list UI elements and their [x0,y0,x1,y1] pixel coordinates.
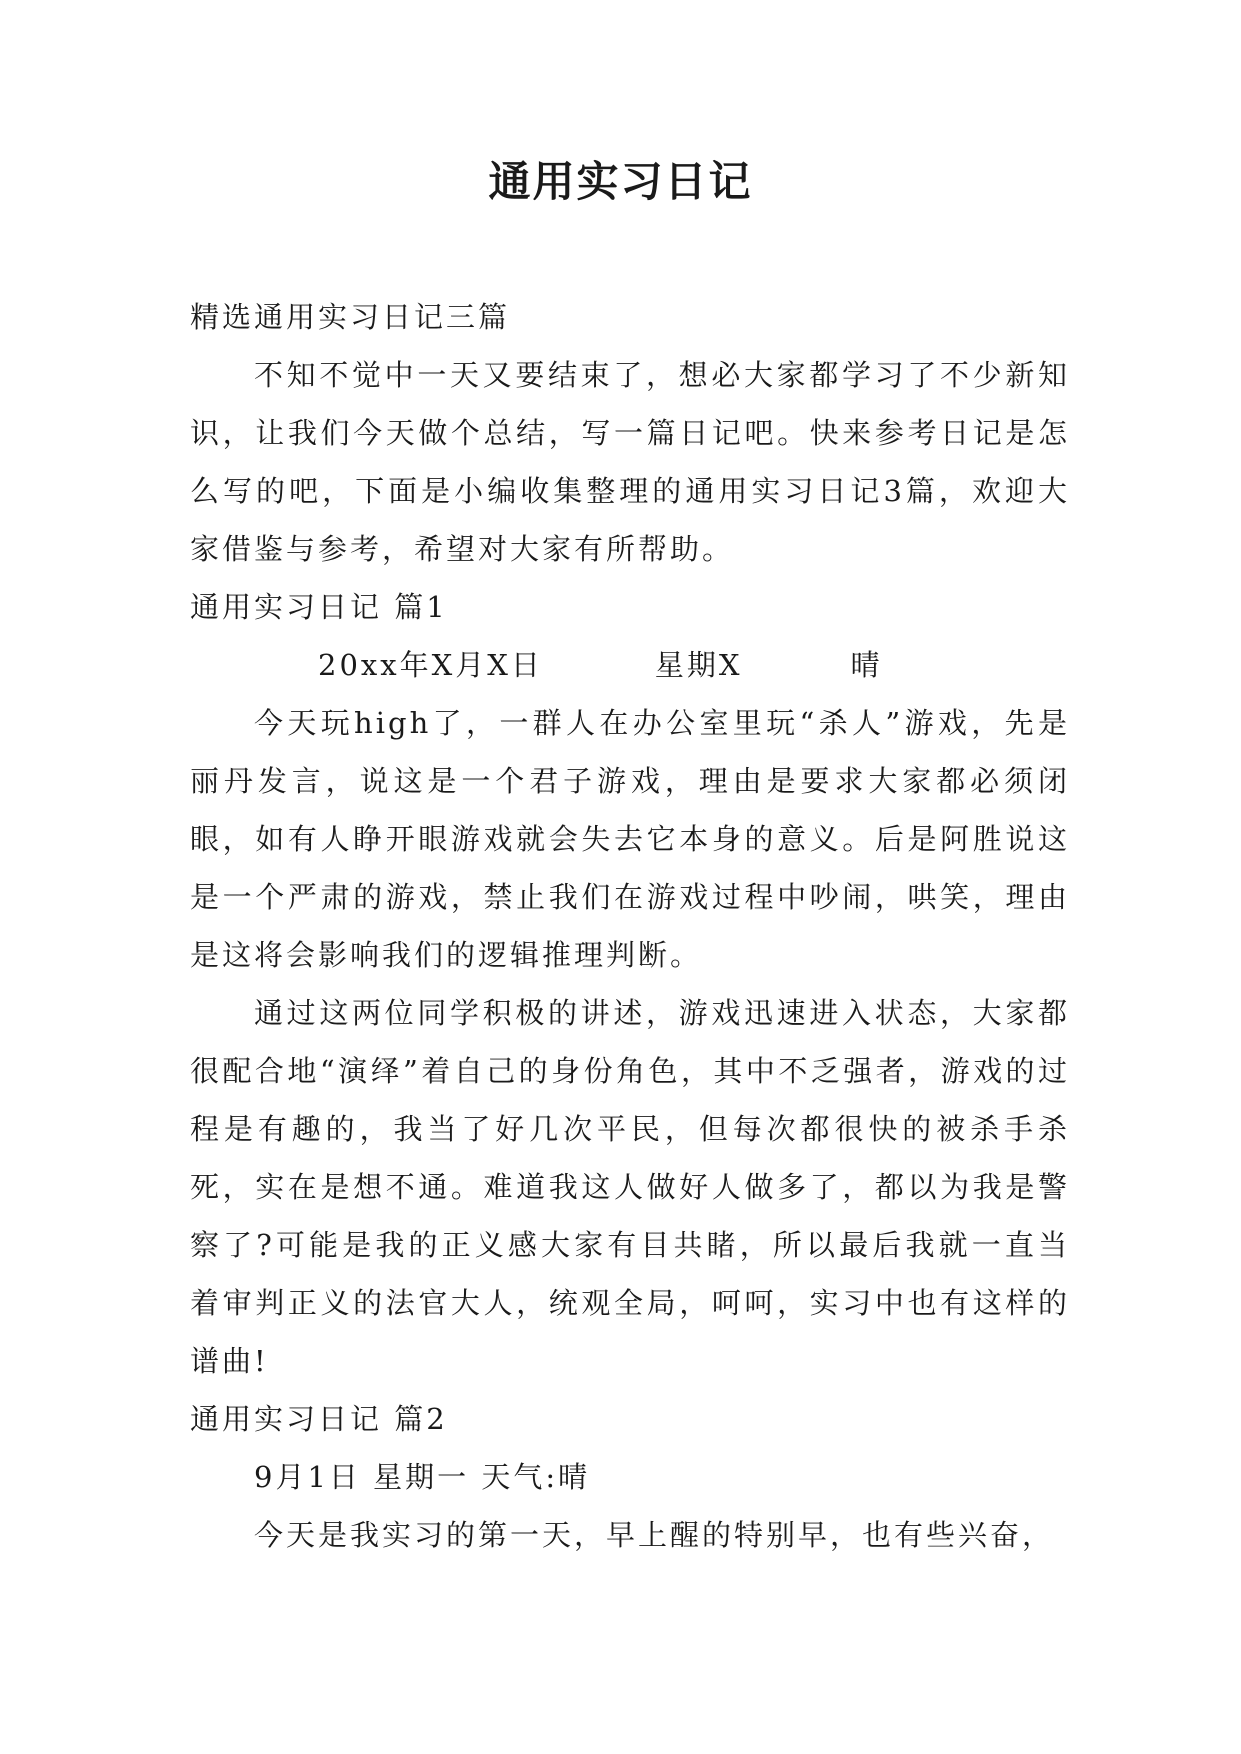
entry-heading: 通用实习日记 篇1 [190,590,448,624]
entry-date-line: 9月1日 星期一 天气:晴 [254,1460,591,1494]
entry-paragraph: 通过这两位同学积极的讲述，游戏迅速进入状态，大家都很配合地“演绎”着自己的身份角色，其中不乏强者，游戏的过程是有趣的，我当了好几次平民，但每次都很快的被杀手杀死，实在是想不通。难道我这人做好人做多了，都以为我是警察了?可能是我的正义感大家有目共睹，所以最后我就一直当着审判正义的法官大人，统观全局，呵呵，实习中也有这样的谱曲! [190,996,1070,1378]
entry-heading: 通用实习日记 篇2 [190,1402,448,1436]
document-body [190,288,1070,1564]
document-title: 通用实习日记 [488,157,753,206]
intro-paragraph: 不知不觉中一天又要结束了，想必大家都学习了不少新知识，让我们今天做个总结，写一篇日记吧。快来参考日记是怎么写的吧，下面是小编收集整理的通用实习日记3篇，欢迎大家借鉴与参考，希望对大家有所帮助。 [190,358,1070,566]
entry-weather: 晴 [850,648,883,682]
entry-date-line [190,636,1070,694]
entry-weekday: 星期X [654,648,743,682]
entry-date: 20xx年X月X日 [318,648,543,682]
entry-paragraph: 今天玩high了，一群人在办公室里玩“杀人”游戏，先是丽丹发言，说这是一个君子游戏，理由是要求大家都必须闭眼，如有人睁开眼游戏就会失去它本身的意义。后是阿胜说这是一个严肃的游戏，禁止我们在游戏过程中吵闹，哄笑，理由是这将会影响我们的逻辑推理判断。 [190,706,1070,972]
document-subtitle: 精选通用实习日记三篇 [190,300,511,334]
entry-paragraph: 今天是我实习的第一天，早上醒的特别早，也有些兴奋， [254,1518,1055,1552]
